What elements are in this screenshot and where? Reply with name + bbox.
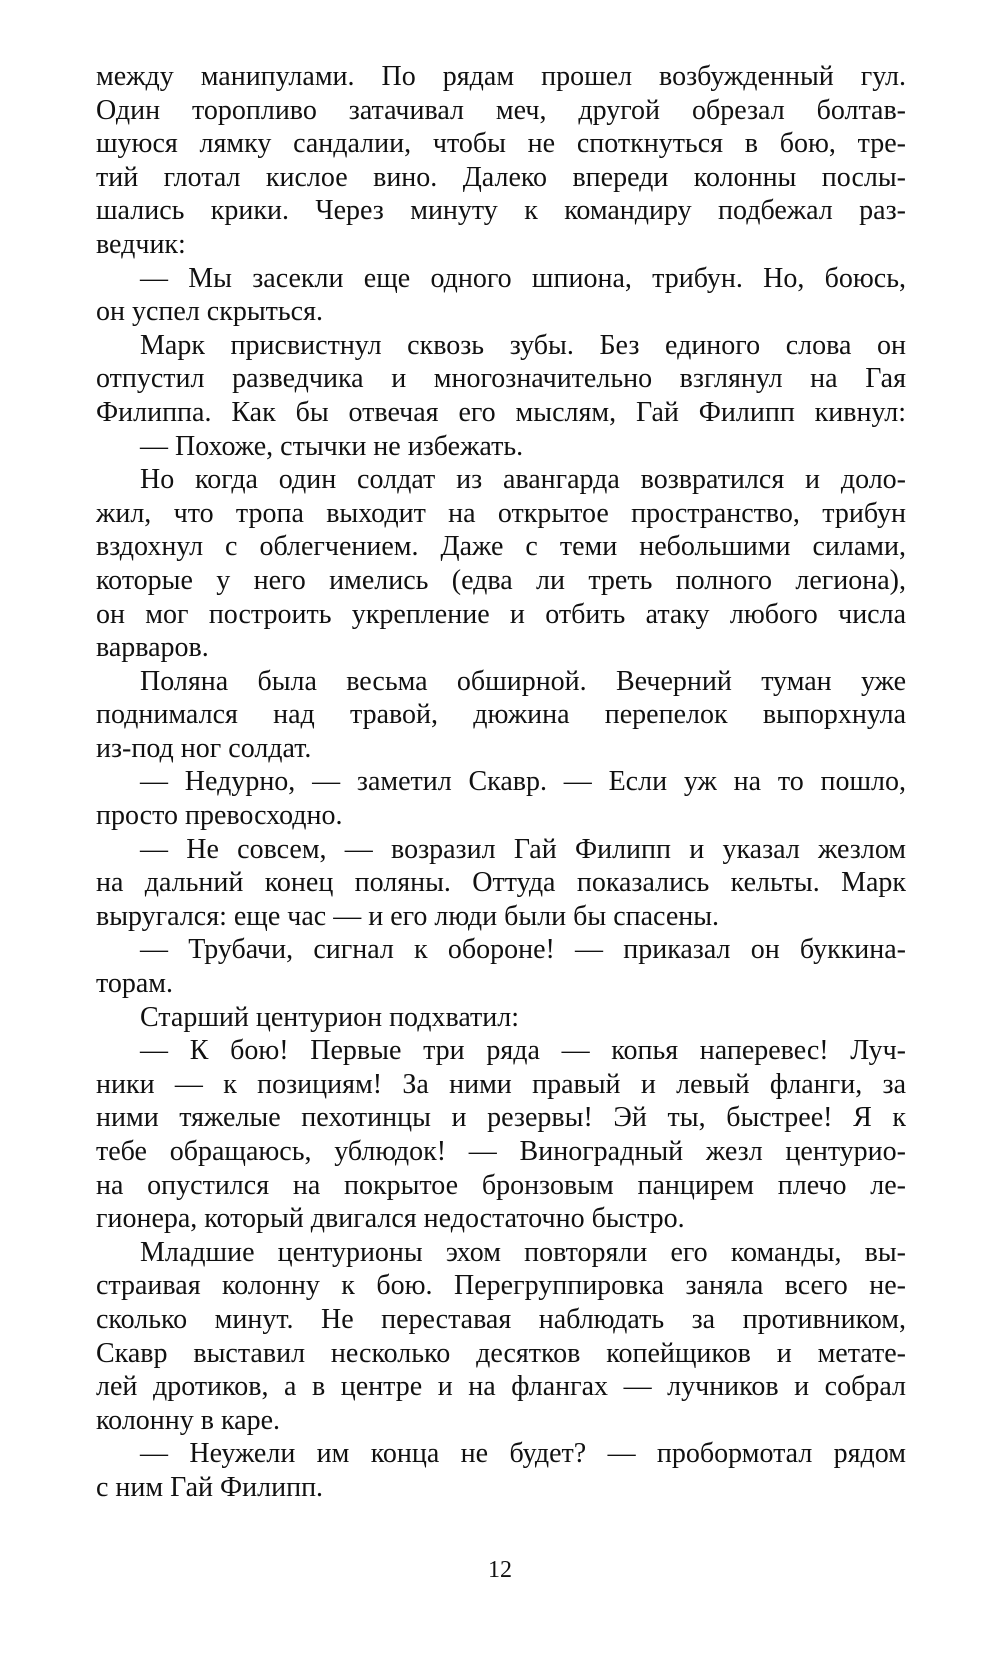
body-text — [96, 60, 906, 1505]
text-line: варваров. — [96, 632, 209, 664]
text-line: сколько минут. Не переставая наблюдать за противником, — [96, 1303, 906, 1335]
text-line: Младшие центурионы эхом повторяли его команды, вы- — [140, 1236, 906, 1268]
text-line: отпустил разведчика и многозначительно взглянул на Гая — [96, 363, 906, 395]
text-line: он успел скрыться. — [96, 296, 323, 328]
paragraph — [96, 262, 906, 329]
text-line: ведчик: — [96, 228, 186, 260]
text-line: Старший центурион подхватил: — [140, 1001, 520, 1033]
text-line: из-под ног солдат. — [96, 732, 312, 764]
text-line: жил, что тропа выходит на открытое пространство, трибун — [96, 497, 906, 529]
text-line: между манипулами. По рядам прошел возбужденный гул. — [96, 61, 906, 92]
text-line: Но когда один солдат из авангарда возвратился и доло- — [140, 464, 906, 496]
text-line: шались крики. Через минуту к командиру подбежал раз- — [96, 195, 906, 227]
text-line: — Мы засекли еще одного шпиона, трибун. Но, боюсь, — [140, 262, 906, 294]
text-line: торам. — [96, 968, 174, 1000]
text-line: — Неужели им конца не будет? — пробормотал рядом — [140, 1438, 906, 1470]
text-line: — К бою! Первые три ряда — копья наперевес! Луч- — [140, 1035, 906, 1067]
paragraph — [96, 60, 906, 262]
text-line: вздохнул с облегчением. Даже с теми небольшими силами, — [96, 531, 906, 563]
text-line: он мог построить укрепление и отбить атаку любого числа — [96, 598, 906, 630]
paragraph — [96, 833, 906, 934]
paragraph — [96, 463, 906, 665]
text-line: Один торопливо затачивал меч, другой обрезал болтав- — [96, 94, 906, 126]
text-line: просто превосходно. — [96, 800, 343, 832]
text-line: тебе обращаюсь, ублюдок! — Виноградный жезл центурио- — [96, 1136, 906, 1167]
paragraph — [96, 765, 906, 832]
text-line: — Трубачи, сигнал к обороне! — приказал он буккина- — [140, 934, 906, 966]
text-line: лей дротиков, а в центре и на флангах — лучников и собрал — [96, 1371, 906, 1403]
text-line: поднимался над травой, дюжина перепелок выпорхнула — [96, 699, 906, 731]
text-line: с ним Гай Филипп. — [96, 1471, 324, 1503]
text-line: Филиппа. Как бы отвечая его мыслям, Гай Филипп кивнул: — [96, 396, 906, 428]
paragraph — [96, 1236, 906, 1438]
paragraph — [96, 1034, 906, 1236]
text-line: Марк присвистнул сквозь зубы. Без единого слова он — [140, 329, 906, 361]
text-line: страивая колонну к бою. Перегруппировка заняла всего не- — [96, 1270, 906, 1302]
text-line: которые у него имелись (едва ли треть полного легиона), — [96, 564, 906, 596]
text-line: — Похоже, стычки не избежать. — [140, 430, 524, 462]
paragraph — [96, 1001, 906, 1035]
text-line: на опустился на покрытое бронзовым панцирем плечо ле- — [96, 1169, 906, 1201]
paragraph — [96, 933, 906, 1000]
paragraph — [96, 430, 906, 464]
paragraph — [96, 329, 906, 430]
text-line: на дальний конец поляны. Оттуда показались кельты. Марк — [96, 867, 906, 899]
text-line: — Недурно, — заметил Скавр. — Если уж на то пошло, — [140, 766, 906, 798]
text-line: гионера, который двигался недостаточно быстро. — [96, 1203, 685, 1235]
text-line: Скавр выставил несколько десятков копейщиков и метате- — [96, 1337, 906, 1369]
page-number: 12 — [488, 1557, 512, 1583]
text-line: ники — к позициям! За ними правый и левый фланги, за — [96, 1068, 906, 1100]
paragraph — [96, 665, 906, 766]
text-line: колонну в каре. — [96, 1404, 281, 1436]
text-line: выругался: еще час — и его люди были бы спасены. — [96, 900, 720, 932]
text-line: тий глотал кислое вино. Далеко впереди колонны послы- — [96, 161, 906, 193]
text-line: Поляна была весьма обширной. Вечерний туман уже — [140, 665, 906, 697]
paragraph — [96, 1437, 906, 1504]
text-line: шуюся лямку сандалии, чтобы не споткнуться в бою, тре- — [96, 128, 906, 160]
text-line: — Не совсем, — возразил Гай Филипп и указал жезлом — [140, 833, 906, 865]
text-line: ними тяжелые пехотинцы и резервы! Эй ты, быстрее! Я к — [96, 1102, 906, 1134]
